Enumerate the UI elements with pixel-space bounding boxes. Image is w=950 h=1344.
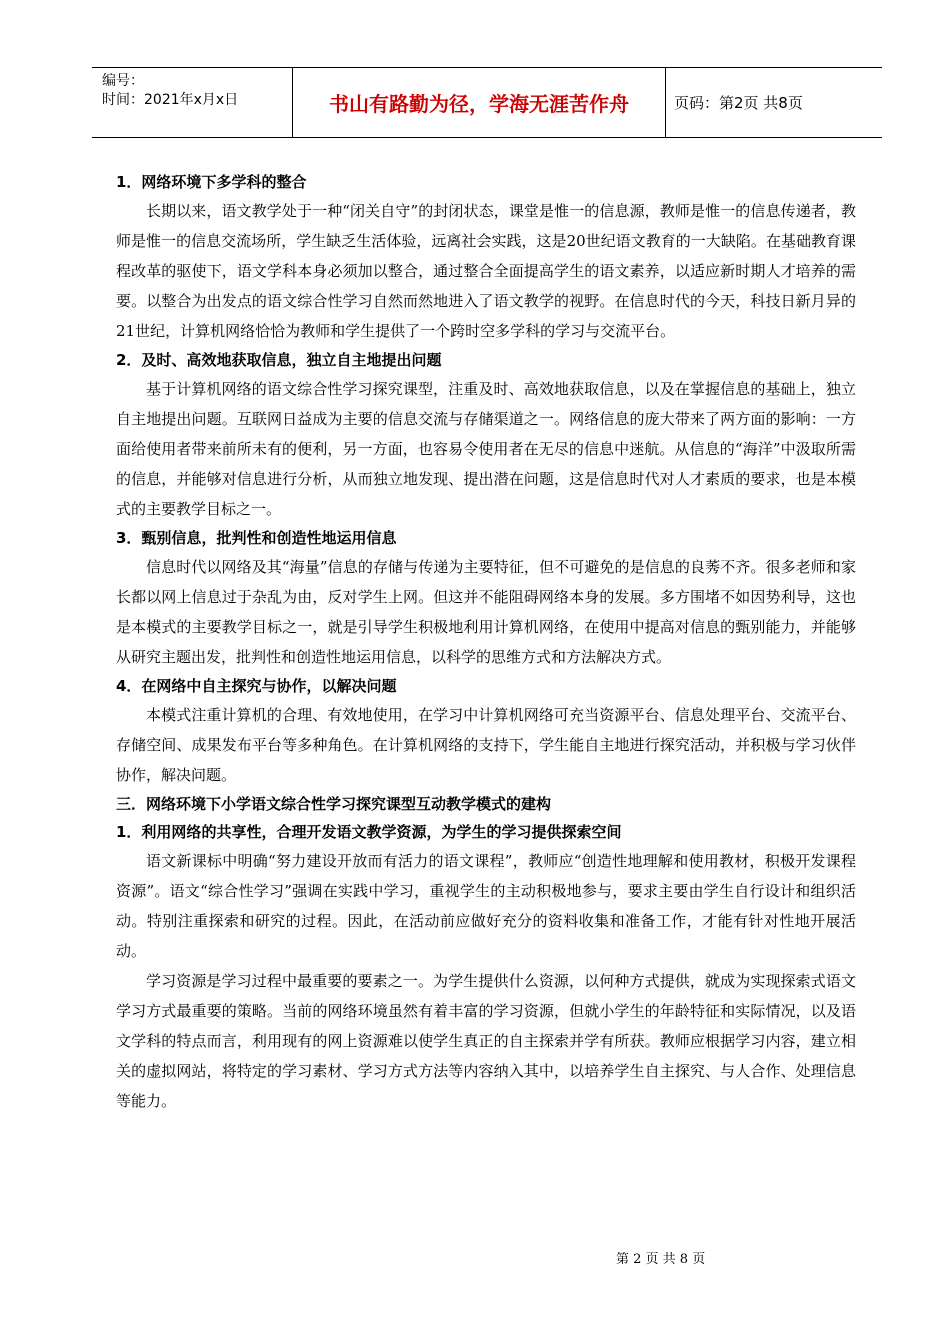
paragraph: 本模式注重计算机的合理、有效地使用，在学习中计算机网络可充当资源平台、信息处理平台、交流平台、存储空间、成果发布平台等多种角色。在计算机网络的支持下，学生能自主地进行探究活动，并积极与学习伙伴协作，解决问题。 [116, 706, 856, 784]
footer-page-number: 第 2 页 共 8 页 [616, 1252, 706, 1267]
section-heading: 2．及时、高效地获取信息，独立自主地提出问题 [116, 351, 442, 369]
header-motto-cell [293, 68, 666, 137]
paragraph: 基于计算机网络的语文综合性学习探究课型，注重及时、高效地获取信息，以及在掌握信息的基础上，独立自主地提出问题。互联网日益成为主要的信息交流与存储渠道之一。网络信息的庞大带来了两方面的影响：一方面给使用者带来前所未有的便利，另一方面，也容易令使用者在无尽的信息中迷航。从信息的“海洋”中汲取所需的信息，并能够对信息进行分析，从而独立地发现、提出潜在问题，这是信息时代对人才素质的要求，也是本模式的主要教学目标之一。 [116, 380, 856, 518]
section-heading: 3．甄别信息，批判性和创造性地运用信息 [116, 529, 397, 547]
number-label: 编号： [102, 73, 144, 89]
header-meta-cell [92, 68, 293, 137]
section-heading: 三．网络环境下小学语文综合性学习探究课型互动教学模式的建构 [116, 795, 552, 813]
paragraph: 长期以来，语文教学处于一种“闭关自守”的封闭状态，课堂是惟一的信息源，教师是惟一的信息传递者，教师是惟一的信息交流场所，学生缺乏生活体验，远离社会实践，这是20世纪语文教育的一大缺陷。在基础教育课程改革的驱使下，语文学科本身必须加以整合，通过整合全面提高学生的语文素养，以适应新时期人才培养的需要。以整合为出发点的语文综合性学习自然而然地进入了语文教学的视野。在信息时代的今天，科技日新月异的21世纪，计算机网络恰恰为教师和学生提供了一个跨时空多学科的学习与交流平台。 [116, 202, 856, 340]
section-heading: 4．在网络中自主探究与协作，以解决问题 [116, 677, 397, 695]
document-body [116, 168, 856, 1116]
section-heading: 1．网络环境下多学科的整合 [116, 173, 307, 191]
page-label: 页码：第2页 共8页 [674, 94, 803, 112]
section-heading: 1．利用网络的共享性，合理开发语文教学资源，为学生的学习提供探索空间 [116, 823, 622, 841]
page-header [92, 67, 882, 138]
motto: 书山有路勤为径，学海无涯苦作舟 [329, 92, 629, 116]
paragraph: 语文新课标中明确“努力建设开放而有活力的语文课程”，教师应“创造性地理解和使用教材，积极开发课程资源”。语文“综合性学习”强调在实践中学习，重视学生的主动积极地参与，要求主要由学生自行设计和组织活动。特别注重探索和研究的过程。因此，在活动前应做好充分的资料收集和准备工作，才能有针对性地开展活动。 [116, 852, 856, 960]
time-label: 时间：2021年x月x日 [102, 92, 239, 108]
paragraph: 学习资源是学习过程中最重要的要素之一。为学生提供什么资源，以何种方式提供，就成为实现探索式语文学习方式最重要的策略。当前的网络环境虽然有着丰富的学习资源，但就小学生的年龄特征和实际情况，以及语文学科的特点而言，利用现有的网上资源难以使学生真正的自主探索并学有所获。教师应根据学习内容，建立相关的虚拟网站，将特定的学习素材、学习方式方法等内容纳入其中，以培养学生自主探究、与人合作、处理信息等能力。 [116, 972, 856, 1110]
paragraph: 信息时代以网络及其“海量”信息的存储与传递为主要特征，但不可避免的是信息的良莠不齐。很多老师和家长都以网上信息过于杂乱为由，反对学生上网。但这并不能阻碍网络本身的发展。多方围堵不如因势利导，这也是本模式的主要教学目标之一，就是引导学生积极地利用计算机网络，在使用中提高对信息的甄别能力，并能够从研究主题出发，批判性和创造性地运用信息，以科学的思维方式和方法解决方式。 [116, 558, 856, 666]
header-page-cell [666, 68, 882, 137]
